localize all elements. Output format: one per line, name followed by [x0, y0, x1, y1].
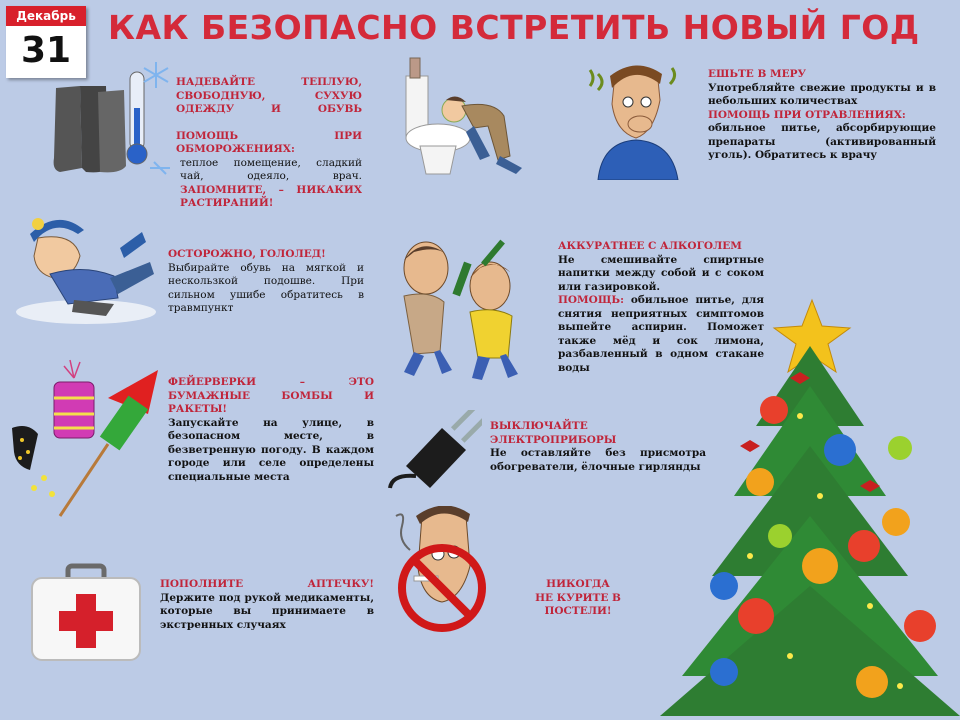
frostbite-warning: ЗАПОМНИТЕ, – НИКАКИХ РАСТИРАНИЙ!	[180, 183, 362, 209]
drunk-friends-icon	[374, 232, 544, 380]
calendar-month: Декабрь	[6, 6, 86, 26]
alcohol-text: Не смешивайте спиртные напитки между собой и с соком или газировкой.	[558, 253, 764, 293]
sick-toilet-icon	[404, 56, 532, 178]
electric-text: Не оставляйте без присмотра обогреватели, ёлочные гирлянды	[490, 447, 706, 473]
first-aid-kit-icon	[30, 562, 142, 662]
food-block	[708, 68, 936, 163]
alcohol-help-heading: ПОМОЩЬ:	[558, 294, 624, 306]
nauseous-man-icon	[584, 60, 688, 180]
ice-block	[168, 248, 364, 316]
smoking-line2: НЕ КУРИТЕ В ПОСТЕЛИ!	[535, 591, 621, 617]
firstaid-block	[160, 578, 374, 632]
firstaid-heading: ПОПОЛНИТЕ АПТЕЧКУ!	[160, 578, 374, 590]
electric-block	[490, 420, 706, 474]
firstaid-text: Держите под рукой медикаменты, которые вы принимаете в экстренных случаях	[160, 591, 374, 631]
frostbite-help-text: теплое помещение, сладкий чай, одеяло, врач.	[180, 156, 362, 182]
ice-heading: ОСТОРОЖНО, ГОЛОЛЕД!	[168, 248, 326, 260]
smoker-icon	[392, 506, 494, 636]
frostbite-help-heading: ПОМОЩЬ ПРИ ОБМОРОЖЕНИЯХ:	[176, 129, 362, 155]
page-title: КАК БЕЗОПАСНО ВСТРЕТИТЬ НОВЫЙ ГОД	[108, 8, 920, 47]
firecracker-icon	[8, 358, 168, 518]
food-text: Употребляйте свежие продукты и в небольших количествах	[708, 81, 936, 107]
snowflake-icon	[144, 62, 168, 88]
clothes-heading: НАДЕВАЙТЕ ТЕПЛУЮ, СВОБОДНУЮ, СУХУЮ ОДЕЖДУ И ОБУВЬ	[176, 76, 362, 115]
fireworks-block	[168, 376, 374, 484]
felt-boots-icon	[46, 58, 170, 178]
alcohol-heading: АККУРАТНЕЕ С АЛКОГОЛЕМ	[558, 240, 742, 252]
ice-text: Выбирайте обувь на мягкой и нескользкой подошве. При сильном ушибе обратитесь в травмпункт	[168, 261, 364, 314]
poison-help-text: обильное питье, абсорбирующие препараты (активированный уголь). Обратитесь к врачу	[708, 122, 936, 161]
fireworks-text: Запускайте на улице, в безопасном месте, в безветренную погоду. В каждом городе или селе определены специальные места	[168, 416, 374, 483]
fireworks-heading: ФЕЙЕРВЕРКИ – ЭТО БУМАЖНЫЕ БОМБЫ И РАКЕТЫ!	[168, 376, 374, 415]
smoking-line1: НИКОГДА	[546, 578, 610, 590]
alcohol-help-text: обильное питье, для снятия неприятных симптомов выпейте аспирин. Поможет также мёд и сок лимона, разбавленный в одном стакане воды	[558, 294, 765, 374]
clothes-block	[176, 76, 362, 211]
slipping-man-icon	[14, 212, 156, 330]
alcohol-block	[558, 240, 764, 375]
electric-heading: ВЫКЛЮЧАЙТЕ ЭЛЕКТРОПРИБОРЫ	[490, 420, 617, 446]
calendar-day: 31	[20, 30, 72, 71]
poison-help-heading: ПОМОЩЬ ПРИ ОТРАВЛЕНИЯХ:	[708, 108, 906, 121]
plug-icon	[386, 410, 482, 496]
food-heading: ЕШЬТЕ В МЕРУ	[708, 68, 807, 80]
smoking-block	[500, 578, 656, 619]
